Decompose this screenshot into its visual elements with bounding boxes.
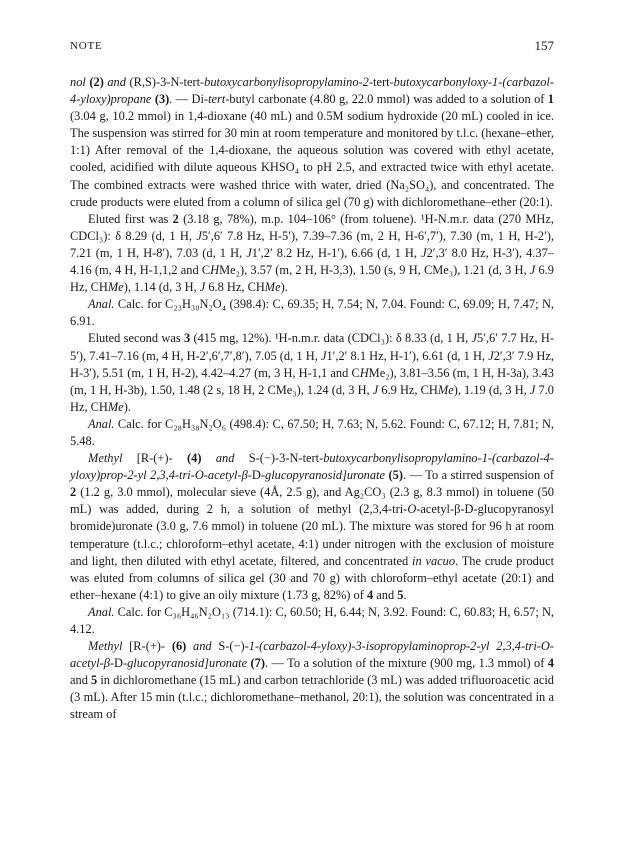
text-run: Me bbox=[107, 280, 124, 295]
text-run: -glucopyranosid]uronate bbox=[260, 468, 389, 483]
text-run: Me₂), 3.57 (m, 2 H, H-3,3), 1.50 (s, 9 H, CMe₃), 1.21 (d, 3 H, bbox=[219, 263, 530, 278]
text-run: J bbox=[421, 245, 427, 260]
text-run: tert bbox=[302, 451, 320, 466]
text-run: -acetyl-β-D-glucopyranosyl bromide)uronate (3.0 g, 7.6 mmol) in toluene (20 mL). The mixture was stored for 96 h at room temperature (t.l.c.; chloroform–ethyl acetate, 4:1) under nitrogen with the exclusion of moisture and light, then diluted with ethyl acetate, filtered, and concentrated bbox=[70, 502, 554, 568]
page-header bbox=[70, 38, 554, 58]
text-run: 1′,2′ 8.1 Hz, H-1′), 6.61 (d, 1 H, bbox=[326, 348, 489, 363]
text-run: and bbox=[186, 639, 219, 654]
text-run: -butyl carbonate (4.80 g, 22.0 mmol) was added to a solution of bbox=[225, 92, 548, 107]
text-run: in vacuo bbox=[412, 553, 456, 568]
text-run: (3.18 g, 78%), m.p. 104–106° (from toluene). ¹H-N.m.r. data (270 MHz, CDCl₃): δ 8.29 (d, 1 H, bbox=[70, 211, 554, 243]
text-run: Anal. bbox=[88, 416, 115, 431]
text-run: O bbox=[407, 502, 417, 517]
text-run: nol bbox=[70, 75, 90, 89]
text-run: J bbox=[196, 228, 202, 243]
text-run: J bbox=[320, 348, 327, 363]
paragraph bbox=[70, 211, 554, 296]
text-run: -butoxycarbonylisopropylamino-1-(carbazol-4-yloxy)prop-2-yl 2,3,4-tri-O-acetyl-β- bbox=[70, 451, 554, 483]
text-run: 2 bbox=[70, 485, 77, 500]
text-run: J bbox=[199, 280, 206, 295]
text-run: Eluted second was bbox=[88, 331, 184, 346]
page-number: 157 bbox=[534, 38, 554, 53]
text-run: 5′,6′ 7.7 Hz, H-5′), 7.41–7.16 (m, 4 H, H-2′,6′,7′,8′), 7.05 (d, 1 H, bbox=[70, 331, 554, 363]
text-run: Calc. for C₃₆H₄₆N₂O₁₃ (714.1): C, 60.50; H, 6.44; N, 3.92. Found: C, 60.83; H, 6.57; N, 4.12. bbox=[70, 604, 554, 636]
text-run: (3) bbox=[154, 92, 170, 107]
text-run: Calc. for C₂₈H₃₈N₂O₆ (498.4): C, 67.50; H, 7.63; N, 5.62. Found: C, 67.12; H, 7.81; N, 5.48. bbox=[70, 416, 554, 448]
text-run: ). bbox=[123, 399, 131, 414]
paragraph bbox=[70, 330, 554, 415]
text-run: J bbox=[246, 245, 252, 260]
text-run: Calc. for C₂₃H₃₀N₂O₄ (398.4): C, 69.35; H, 7.54; N, 7.04. Found: C, 69.09; H, 7.47; N, 6.91. bbox=[70, 297, 554, 329]
section-label: NOTE bbox=[70, 40, 103, 52]
text-run: 6.9 Hz, CH bbox=[378, 382, 438, 397]
text-run: 5′,6′ 7.8 Hz, H-5′), 7.39–7.36 (m, 2 H, H-6′,7′), 7.30 (m, 1 H, H-2′), 7.21 (m, 1 H, H-8′), 7.03 (d, 1 H, bbox=[70, 228, 554, 260]
text-run: Methyl bbox=[88, 639, 130, 654]
text-run: . — Di- bbox=[169, 92, 209, 107]
text-run: 4 bbox=[366, 587, 374, 602]
text-run: tert bbox=[208, 92, 226, 107]
paragraph bbox=[70, 638, 554, 723]
text-run: 2′,3′ 7.9 Hz, H-3′), 5.51 (m, 1 H, H-2), 4.42–4.27 (m, 3 H, H-1,1 and C bbox=[70, 348, 554, 380]
text-run: 6.9 Hz, CH bbox=[70, 263, 554, 295]
text-run: and bbox=[70, 673, 92, 688]
article-body bbox=[70, 74, 554, 724]
text-run: 1′,2′ 8.2 Hz, H-1′), 6.66 (d, 1 H, bbox=[251, 245, 422, 260]
text-run: H bbox=[359, 365, 369, 380]
text-run: and bbox=[201, 451, 249, 466]
text-run: 2′,3′ 8.0 Hz, H-3′), 4.37–4.16 (m, 4 H, H-1,1,2 and C bbox=[70, 245, 554, 278]
text-run: (2) bbox=[89, 75, 104, 89]
text-run: 3 bbox=[183, 331, 191, 346]
text-run: -butoxycarbonyloxy-1-(carbazol-4-yloxy)propane bbox=[70, 75, 554, 107]
text-run: (R,S)-3-N- bbox=[129, 75, 184, 89]
text-run: (4) bbox=[187, 451, 202, 466]
text-run: tert bbox=[373, 75, 390, 89]
text-run: 1 bbox=[547, 92, 554, 107]
text-run: S-(−)-3-N- bbox=[248, 451, 303, 466]
text-run: ), 1.14 (d, 3 H, bbox=[123, 280, 200, 295]
text-run: J bbox=[372, 382, 379, 397]
text-run: J bbox=[529, 382, 536, 397]
paragraph bbox=[70, 416, 554, 450]
text-run: D bbox=[114, 656, 123, 671]
text-run: 4 bbox=[547, 656, 554, 671]
text-run: 7.0 Hz, CH bbox=[70, 382, 555, 414]
text-run: . — To a stirred suspension of bbox=[402, 468, 555, 483]
text-run: tert bbox=[183, 75, 201, 89]
paragraph bbox=[70, 74, 554, 211]
text-run: 5 bbox=[397, 587, 404, 602]
text-run: -glucopyranosid]uronate bbox=[122, 656, 251, 671]
text-run: 1-(carbazol-4-yloxy)-3-isopropylaminoprop-2-yl 2,3,4-tri-O-acetyl-β- bbox=[70, 639, 555, 671]
text-run: Me bbox=[107, 399, 124, 414]
text-run: Anal. bbox=[88, 604, 115, 619]
text-run: (7) bbox=[250, 656, 265, 671]
text-run: J bbox=[529, 263, 536, 278]
text-run: 5 bbox=[91, 673, 98, 688]
text-run: (415 mg, 12%). ¹H-n.m.r. data (CDCl₃): δ 8.33 (d, 1 H, bbox=[190, 331, 472, 346]
paragraph bbox=[70, 296, 554, 330]
text-run: J bbox=[471, 331, 478, 346]
text-run: . — To a solution of the mixture (900 mg, 1.3 mmol) of bbox=[265, 656, 548, 671]
text-run: . bbox=[403, 587, 407, 602]
paragraph bbox=[70, 450, 554, 604]
text-run: J bbox=[488, 348, 494, 363]
text-run: Me₂), 3.81–3.56 (m, 1 H, H-3a), 3.43 (m, 1 H, H-3b), 1.50, 1.48 (2 s, 18 H, 2 CMe₃), 1.24 (d, 3 H, bbox=[70, 365, 554, 397]
text-run: (1.2 g, 3.0 mmol), molecular sieve (4Å, 2.5 g), and Ag₂CO₃ (2.3 g, 8.3 mmol) in toluene (50 mL) was added, during 2 h, a solution of methyl (2,3,4-tri- bbox=[70, 485, 554, 517]
text-run: Anal. bbox=[88, 297, 115, 312]
text-run: [R-(+)- bbox=[136, 451, 188, 466]
text-run: Eluted first was bbox=[88, 211, 173, 226]
text-run: and bbox=[373, 587, 398, 602]
text-run: Methyl bbox=[88, 451, 137, 466]
text-run: (5) bbox=[388, 468, 403, 483]
text-run: 2 bbox=[172, 211, 179, 226]
text-run: . The crude product was eluted from columns of silica gel (30 and 70 g) with chloroform–ethyl acetate (20:1) and ether–hexane (4:1) to give an oily mixture (1.73 g, 82%) of bbox=[70, 553, 555, 602]
text-run: ), 1.19 (d, 3 H, bbox=[453, 382, 530, 397]
text-run: ). bbox=[280, 280, 288, 295]
text-run: -butoxycarbonylisopropylamino-2- bbox=[200, 75, 374, 89]
text-run: D bbox=[251, 468, 261, 483]
text-run: 6.8 Hz, CH bbox=[205, 280, 265, 295]
text-run: Me bbox=[437, 382, 454, 397]
text-run: [R-(+)- bbox=[129, 639, 172, 654]
text-run: (3.04 g, 10.2 mmol) in 1,4-dioxane (40 mL) and 0.5M sodium hydroxide (20 mL) cooled in ice. The suspension was stirred for 30 min at room temperature and monitored by t.l.c. (hexane–ether, 1:1) After removal of the 1,4-dioxane, the aqueous solution was covered with ethyl acetate, cooled, acidified with dilute aqueous KHSO₄ to pH 2.5, and extracted twice with ethyl acetate. The combined extracts were washed thrice with water, dried (Na₂SO₄), and concentrated. The crude products were eluted from a column of silica gel (70 g) with dichloromethane–ether (20:1). bbox=[70, 109, 554, 209]
text-run: and bbox=[103, 75, 130, 89]
paragraph bbox=[70, 604, 554, 638]
text-run: in dichloromethane (15 mL) and carbon tetrachloride (3 mL) was added trifluoroacetic acid (3 mL). After 15 min (t.l.c.; dichloromethane–methanol, 20:1), the solution was concentrated in a stream of bbox=[70, 673, 554, 722]
text-run: (6) bbox=[171, 639, 187, 654]
text-run: Me bbox=[264, 280, 281, 295]
text-run: H bbox=[210, 263, 220, 278]
text-run: S-(−)- bbox=[218, 639, 249, 654]
